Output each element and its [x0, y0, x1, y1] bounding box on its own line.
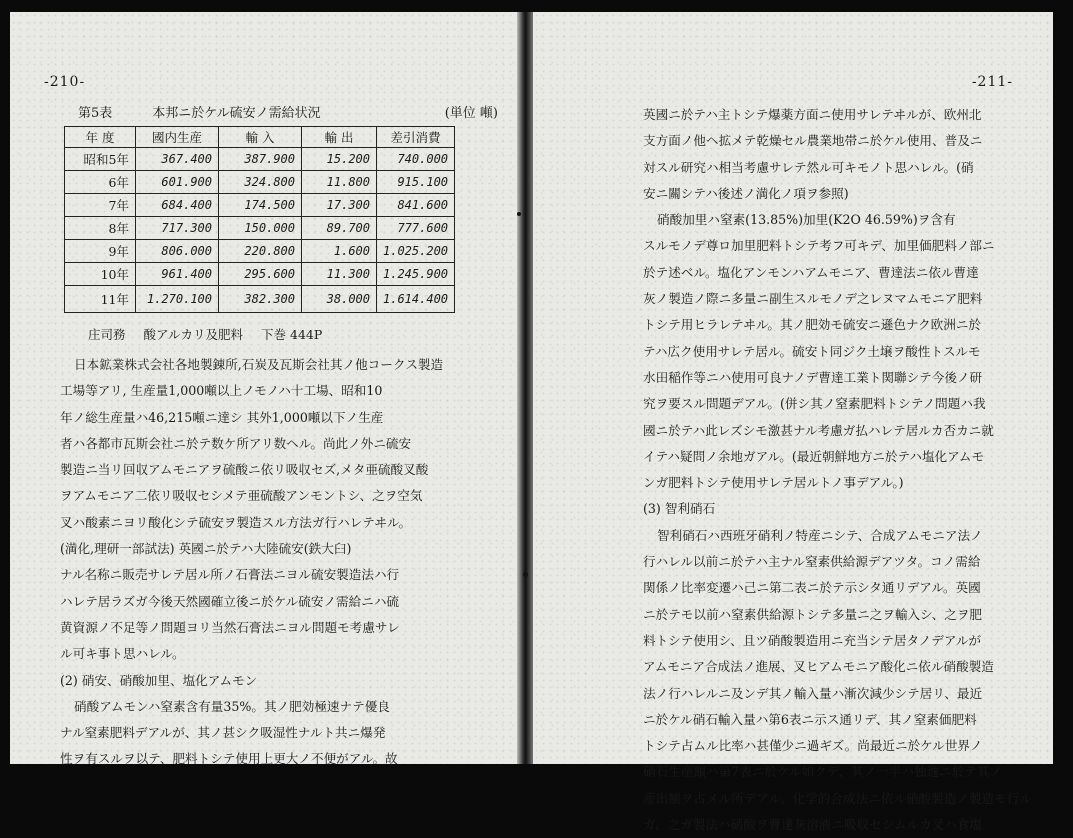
col-import: 輸 入 [219, 127, 302, 148]
scan-speck [517, 212, 521, 216]
cell-domestic: 601.900 [136, 171, 219, 194]
text-line: 工場等アリ, 生産量1,000噸以上ノモノハ十工場、昭和10 [60, 383, 383, 399]
cell-export: 15.200 [302, 148, 377, 171]
table-row [65, 240, 455, 263]
cell-export: 89.700 [302, 217, 377, 240]
cell-export: 11.800 [302, 171, 377, 194]
table-row [65, 194, 455, 217]
text-line: 製造ニ当リ回収アムモニアヲ硫酸ニ依リ吸収セズ,メタ亜硫酸叉酸 [60, 462, 429, 478]
page-number-left: -210- [44, 74, 86, 90]
text-line: 性ヲ有スルヲ以テ、肥料トシテ使用上更大ノ不便がアル。故 [60, 751, 398, 767]
cell-consumption: 777.600 [377, 217, 455, 240]
text-line: 行ハレル以前ニ於テハ主ナル窒素供給源デアツタ。コノ需給 [643, 554, 981, 570]
table-row [65, 217, 455, 240]
text-line: 於テ述ベル。塩化アンモンハアムモニア、曹達法ニ依ル曹達 [643, 264, 979, 280]
text-line: 究ヲ要スル問題デアル。(併シ其ノ窒素肥料トシテノ問題ハ我 [643, 396, 986, 412]
text-line: トシテ占ムル比率ハ甚僅少ニ過ギズ。尚最近ニ於ケル世界ノ [643, 738, 983, 754]
cell-import: 382.300 [219, 286, 302, 313]
text-line: テハ広ク使用サレテ居ル。硫安ト同ジク土壌ヲ酸性トスルモ [643, 343, 981, 359]
text-line: 関係ノ比率変遷ハ己ニ第二表ニ於テ示シタ通リデアル。英國 [643, 580, 981, 596]
text-line: 黄資源ノ不足等ノ問題ヨリ当然石膏法ニヨル問題モ考慮サレ [60, 619, 400, 635]
cell-year: 6年 [65, 171, 136, 194]
table-caption: 本邦ニ於ケル硫安ノ需給状況 [152, 106, 321, 121]
text-line: 灰ノ製造ノ際ニ多量ニ副生スルモノデ之レヌマムモニア肥料 [643, 291, 983, 307]
cell-domestic: 1.270.100 [136, 286, 219, 313]
text-line: スルモノデ尊ロ加里肥料トシテ考フ可キデ、加里価肥料ノ部ニ [643, 238, 995, 254]
text-line: 対スル研究ハ相当考慮サレテ然ル可キモノト思ハレル。(硝 [643, 159, 974, 175]
text-line: 叉ハ酸素ニヨリ酸化シテ硫安ヲ製造スル方法ガ行ハレテヰル。 [60, 514, 412, 530]
cell-year: 8年 [65, 217, 136, 240]
text-line: 水田稲作等ニハ使用可良ナノデ曹達工業ト関聯シテ今後ノ研 [643, 369, 983, 385]
table-row [65, 171, 455, 194]
book-gutter [517, 12, 533, 764]
table-row [65, 286, 455, 313]
cell-export: 11.300 [302, 263, 377, 286]
left-body-text [60, 352, 480, 773]
table-source [88, 325, 322, 343]
cell-consumption: 841.600 [377, 194, 455, 217]
text-line: ヲアムモニア二依リ吸収セシメテ亜硫酸アンモントシ、之ヲ空気 [60, 488, 423, 504]
cell-year: 7年 [65, 194, 136, 217]
cell-export: 38.000 [302, 286, 377, 313]
cell-domestic: 367.400 [136, 148, 219, 171]
text-line: 法ノ行ハレルニ及ンデ其ノ輸入量ハ漸次減少シテ居リ、最近 [643, 685, 983, 701]
right-body-text [643, 102, 1032, 838]
cell-import: 295.600 [219, 263, 302, 286]
scan-speck [523, 572, 528, 577]
text-line: 英國ニ於テハ主トシテ爆薬方面ニ使用サレテヰルが、欧州北 [643, 107, 982, 122]
col-domestic: 國内生産 [136, 127, 219, 148]
cell-domestic: 961.400 [136, 263, 219, 286]
cell-export: 17.300 [302, 194, 377, 217]
source-author: 庄司務 [88, 327, 126, 342]
text-line: 年ノ総生産量ハ46,215噸ニ達シ 其外1,000噸以下ノ生産 [60, 409, 384, 425]
cell-import: 220.800 [219, 240, 302, 263]
table-unit: (単位 噸) [444, 106, 498, 121]
page-number-right: -211- [971, 74, 1013, 90]
text-line: ナル窒素肥料デアルが、其ノ甚シク吸湿性ナルト共ニ爆発 [60, 725, 386, 741]
cell-consumption: 915.100 [377, 171, 455, 194]
cell-consumption: 740.000 [377, 148, 455, 171]
cell-year: 9年 [65, 240, 136, 263]
text-line: トシテ用ヒラレテヰル。其ノ肥効モ硫安ニ遜色ナク欧洲ニ於 [643, 317, 982, 333]
cell-domestic: 806.000 [136, 240, 219, 263]
cell-export: 1.600 [302, 240, 377, 263]
text-line: 硝酸加里ハ窒素(13.85%)加里(K2O 46.59%)ヲ含有 [657, 212, 956, 228]
col-consumption: 差引消費 [377, 127, 455, 148]
cell-consumption: 1.025.200 [377, 240, 455, 263]
cell-domestic: 717.300 [136, 217, 219, 240]
col-export: 輸 出 [302, 127, 377, 148]
cell-import: 174.500 [219, 194, 302, 217]
text-line: 硝石生産額ハ第7表ニ於ケル如クデ、其ノ一半ハ独逸ニ於テ其ノ [643, 764, 1003, 780]
text-line: 國ニ於テハ此レズシモ激甚ナル考慮ガ払ハレテ居ルカ否カニ就 [643, 422, 994, 438]
text-line: ガ、之ガ製法ハ硝酸ヲ曹達灰溶液ニ吸収セシムルカ叉ハ食塩 [643, 817, 983, 833]
text-line: (満化,理研一部試法) 英國ニ於テハ大陸硫安(鉄大臼) [60, 541, 352, 557]
text-line: ンガ肥料トシテ使用サレテ居ルトノ事デアル。) [643, 475, 904, 491]
text-line: アムモニア合成法ノ進展、叉ヒアムモニア酸化ニ依ル硝酸製造 [643, 659, 994, 675]
table-label: 第5表 [78, 106, 113, 121]
cell-domestic: 684.400 [136, 194, 219, 217]
source-page: 下巻 444P [261, 327, 323, 342]
text-line: ニ於ケル硝石輸入量ハ第6表ニ示ス通リデ、其ノ窒素価肥料 [643, 711, 977, 727]
cell-consumption: 1.245.900 [377, 263, 455, 286]
text-line: 料トシテ使用シ、且ツ硝酸製造用ニ充当シテ居タノデアルが [643, 632, 982, 648]
cell-import: 150.000 [219, 217, 302, 240]
cell-year: 昭和5年 [65, 148, 136, 171]
text-line: 支方面ノ他ヘ拡メテ乾燥セル農業地帯ニ於ケル使用、普及ニ [643, 133, 983, 149]
section-heading: (3) 智利硝石 [643, 501, 716, 517]
text-line: 産出額ヲ占メル所デアル。化学的合成法ニ依ル硝酸製造ノ製造モ行ル [643, 790, 1032, 806]
text-line: 日本鉱業株式会社各地製錬所,石炭及瓦斯会社其ノ他コークス製造 [74, 357, 444, 372]
text-line: ナル名称ニ販売サレテ居ル所ノ石膏法ニヨル硫安製造法ハ行 [60, 567, 400, 583]
cell-import: 324.800 [219, 171, 302, 194]
text-line: ハレテ居ラズガ今後天然國確立後ニ於ケル硫安ノ需給ニハ硫 [60, 593, 400, 609]
cell-import: 387.900 [219, 148, 302, 171]
right-page [533, 12, 1053, 833]
text-line: ニ於テモ以前ハ窒素供給源トシテ多量ニ之ヲ輸入シ、之ヲ肥 [643, 606, 983, 622]
cell-consumption: 1.614.400 [377, 286, 455, 313]
text-line: 安ニ關シテハ後述ノ満化ノ項ヲ参照) [643, 185, 849, 201]
supply-demand-table [64, 126, 455, 313]
source-title: 酸アルカリ及肥料 [143, 327, 244, 342]
table-row [65, 148, 455, 171]
text-line: 者ハ各都市瓦斯会社ニ於テ数ケ所アリ数ヘル。尚此ノ外ニ硫安 [60, 435, 412, 451]
col-year: 年 度 [65, 127, 136, 148]
cell-year: 10年 [65, 263, 136, 286]
text-line: イテハ疑問ノ余地ガアル。(最近朝鮮地方ニ於テハ塩化アムモ [643, 448, 985, 464]
section-heading: (2) 硝安、硝酸加里、塩化アムモン [60, 672, 258, 688]
text-line: 硝酸アムモンハ窒素含有量35%。其ノ肥効極速ナテ優良 [74, 698, 390, 714]
cell-year: 11年 [65, 286, 136, 313]
left-page [10, 12, 517, 767]
table-title [78, 102, 498, 121]
table-header-row [65, 127, 455, 148]
text-line: ル可キ事ト思ハレル。 [60, 646, 185, 662]
table-row [65, 263, 455, 286]
text-line: 智利硝石ハ西班牙硝利ノ特産ニシテ、合成アムモニア法ノ [657, 527, 983, 543]
